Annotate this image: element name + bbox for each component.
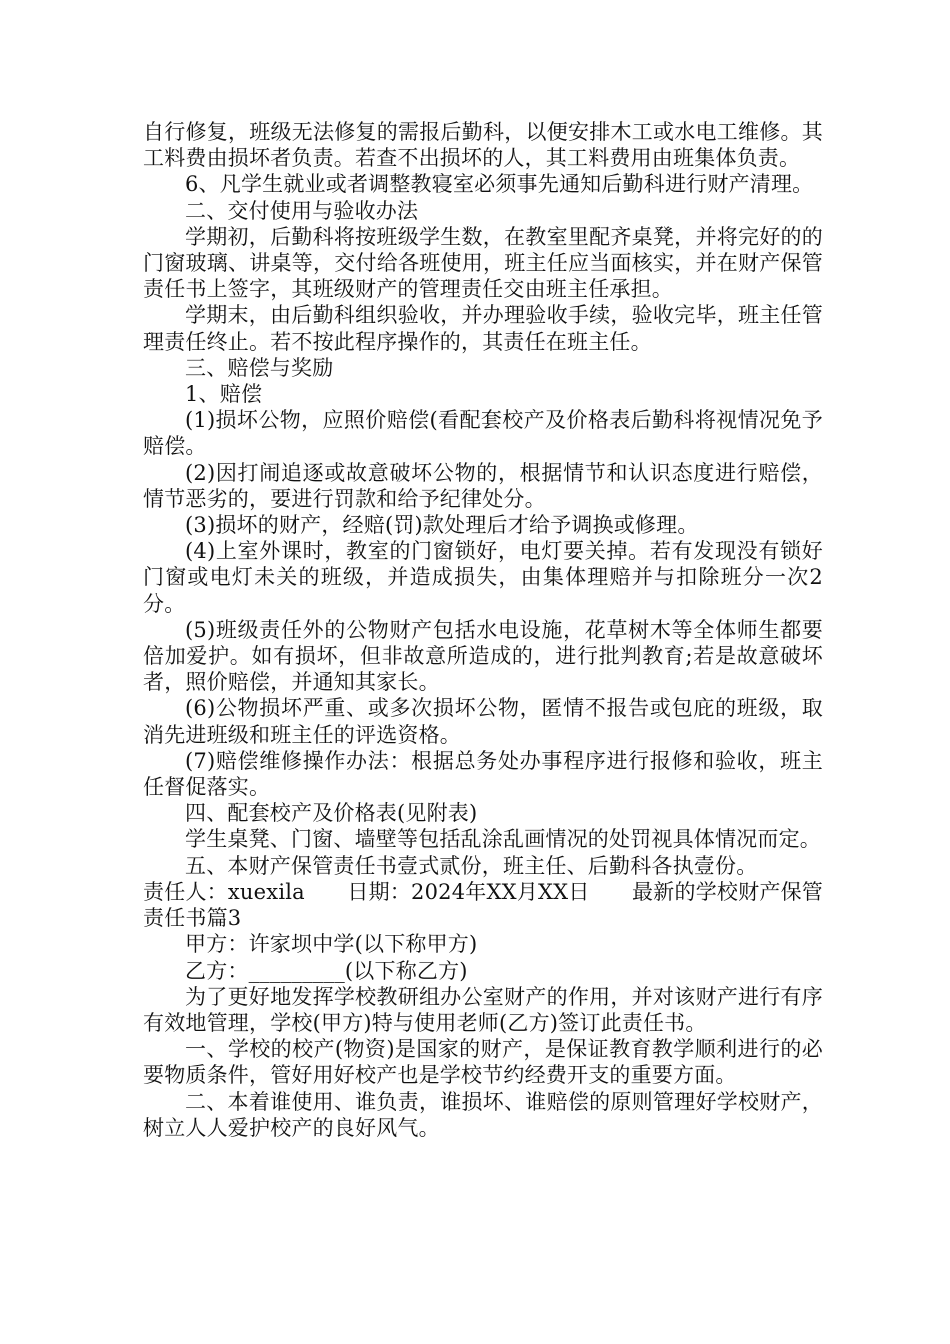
paragraph-term-end: 学期末，由后勤科组织验收，并办理验收手续，验收完毕，班主任管理责任终止。若不按此程序操作的，其责任在班主任。 xyxy=(143,303,823,354)
section-heading-handover: 二、交付使用与验收办法 xyxy=(185,198,419,223)
paragraph-term-start: 学期初，后勤科将按班级学生数，在教室里配齐桌凳，并将完好的的门窗玻璃、讲桌等，交付给各班使用，班主任应当面核实，并在财产保管责任书上签字，其班级财产的管理责任交由班主任承担。 xyxy=(143,224,823,302)
paragraph-penalty: 学生桌凳、门窗、墙壁等包括乱涂乱画情况的处罚视具体情况而定。 xyxy=(185,827,821,852)
paragraph-repair-continued: 自行修复，班级无法修复的需报后勤科，以便安排木工或水电工维修。其工料费由损坏者负责。若查不出损坏的人，其工料费用由班集体负责。 xyxy=(143,120,823,171)
paragraph-clause-6: (6)公物损坏严重、或多次损坏公物，匿情不报告或包庇的班级，取消先进班级和班主任的评选资格。 xyxy=(143,696,823,747)
paragraph-clause-5: (5)班级责任外的公物财产包括水电设施，花草树木等全体师生都要倍加爱护。如有损坏，但非故意所造成的，进行批判教育;若是故意破坏者，照价赔偿，并通知其家长。 xyxy=(143,617,823,695)
paragraph-intro: 为了更好地发挥学校教研组办公室财产的作用，并对该财产进行有序有效地管理，学校(甲方)特与使用老师(乙方)签订此责任书。 xyxy=(143,984,823,1035)
party-a-line: 甲方：许家坝中学(以下称甲方) xyxy=(185,932,478,957)
party-b-line: 乙方：_________(以下称乙方) xyxy=(185,958,468,983)
paragraph-point-2: 二、本着谁使用、谁负责，谁损坏、谁赔偿的原则管理好学校财产，树立人人爱护校产的良好风气。 xyxy=(143,1089,823,1140)
paragraph-clause-2: (2)因打闹追逐或故意破坏公物的，根据情节和认识态度进行赔偿，情节恶劣的，要进行罚款和给予纪律处分。 xyxy=(143,460,823,511)
document-page xyxy=(143,119,823,1141)
paragraph-clause-1: (1)损坏公物，应照价赔偿(看配套校产及价格表后勤科将视情况免予赔偿。 xyxy=(143,408,823,459)
section-heading-compensation: 三、赔偿与奖励 xyxy=(185,355,334,380)
paragraph-clause-4: (4)上室外课时，教室的门窗锁好，电灯要关掉。若有发现没有锁好门窗或电灯未关的班级，并造成损失，由集体理赔并与扣除班分一次2分。 xyxy=(143,539,823,616)
paragraph-point-1: 一、学校的校产(物资)是国家的财产，是保证教育教学顺利进行的必要物质条件，管好用好校产也是学校节约经费开支的重要方面。 xyxy=(143,1037,823,1088)
paragraph-item-6: 6、凡学生就业或者调整教寝室必须事先通知后勤科进行财产清理。 xyxy=(185,172,814,197)
section-heading-copies: 五、本财产保管责任书壹式贰份，班主任、后勤科各执壹份。 xyxy=(185,853,758,878)
signature-line: 责任人：xuexila 日期：2024年XX月XX日 最新的学校财产保管责任书篇3 xyxy=(143,879,823,931)
section-heading-price-list: 四、配套校产及价格表(见附表) xyxy=(185,801,478,826)
paragraph-clause-3: (3)损坏的财产，经赔(罚)款处理后才给予调换或修理。 xyxy=(185,513,699,538)
subheading-compensation: 1、赔偿 xyxy=(185,382,263,407)
paragraph-clause-7: (7)赔偿维修操作办法：根据总务处办事程序进行报修和验收，班主任督促落实。 xyxy=(143,748,823,800)
